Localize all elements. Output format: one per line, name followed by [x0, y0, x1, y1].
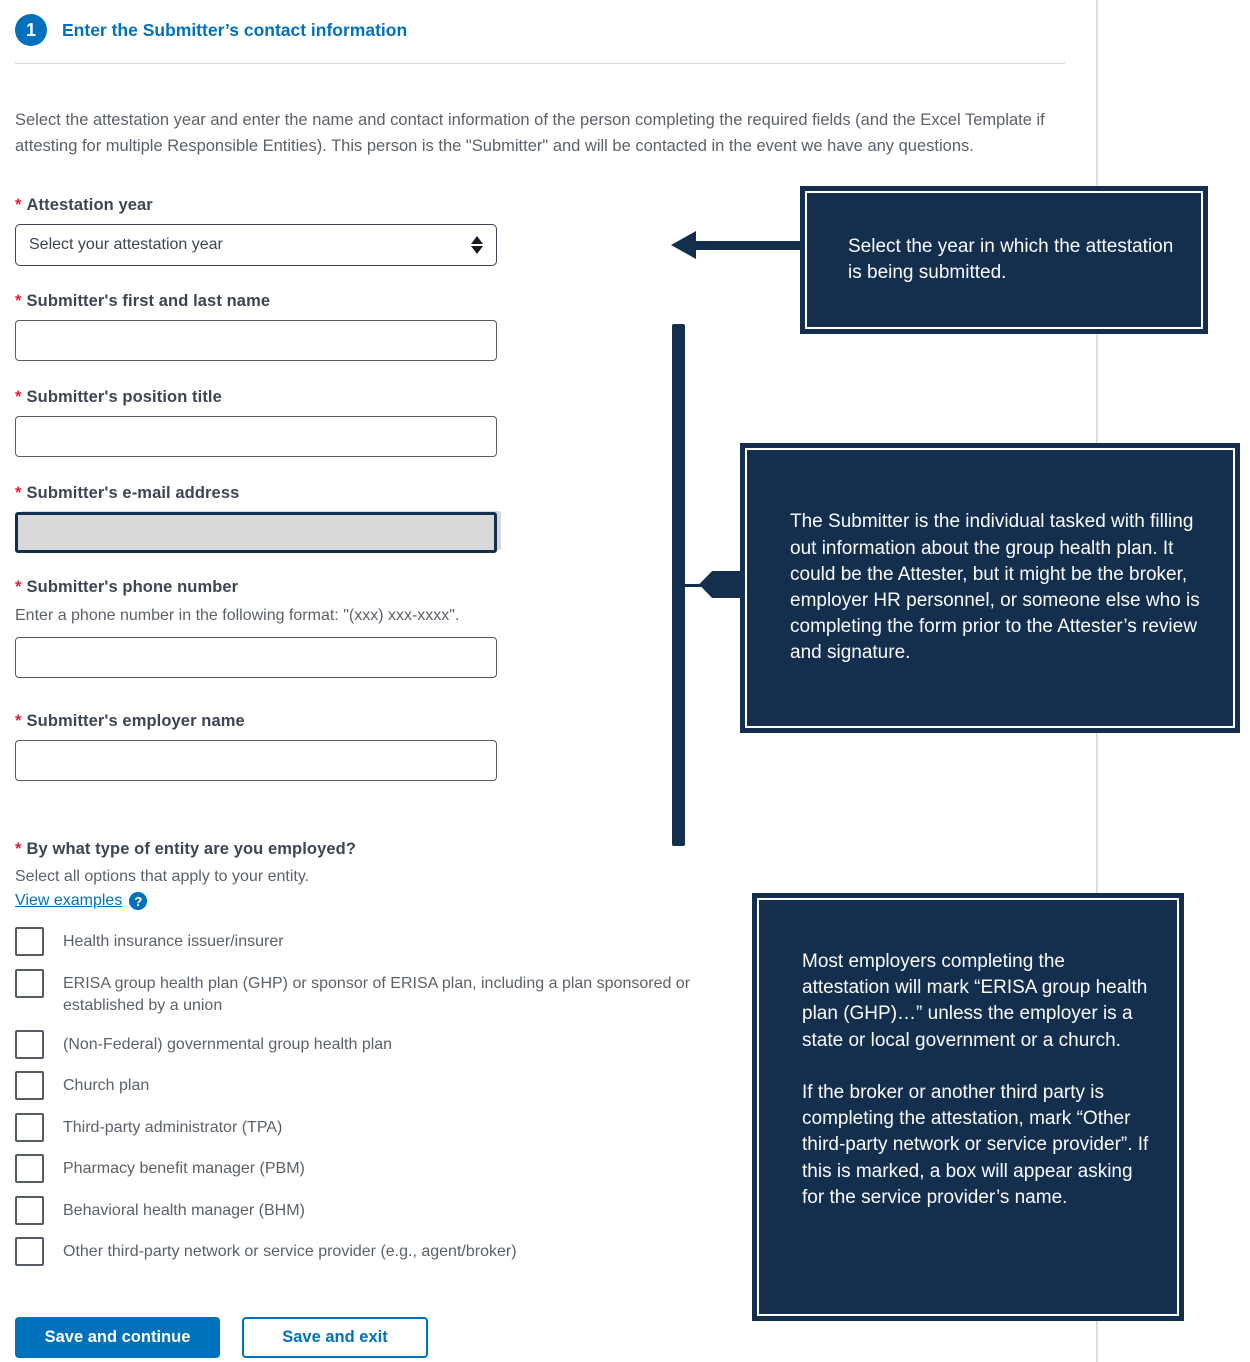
callout-submitter-definition [740, 443, 1240, 733]
callout-attestation-year [800, 186, 1208, 334]
required-asterisk: * [15, 578, 22, 596]
form-actions [15, 1317, 428, 1358]
checkbox-label[interactable]: Health insurance issuer/insurer [63, 933, 284, 950]
entity-question-instruction: Select all options that apply to your entity. [15, 868, 310, 885]
checkbox[interactable] [15, 1071, 44, 1100]
checkbox-label[interactable]: Pharmacy benefit manager (PBM) [63, 1160, 305, 1178]
attestation-year-selected-value: Select your attestation year [29, 236, 223, 253]
checkbox-row-non-federal-governmental[interactable] [15, 1030, 735, 1059]
attestation-year-label: * Attestation year [15, 196, 153, 214]
attestation-year-select[interactable] [15, 224, 497, 266]
name-label: * Submitter's first and last name [15, 292, 271, 310]
callout-paragraph: If the broker or another third party is completing the attestation, mark “Other third-party network or service provider”. If this is marked, a box will appear asking for the service provider’s name. [802, 1081, 1149, 1208]
required-asterisk: * [15, 840, 22, 858]
phone-input[interactable] [15, 637, 497, 678]
employer-input[interactable] [15, 740, 497, 781]
checkbox[interactable] [15, 1196, 44, 1225]
section-divider [15, 63, 1065, 64]
step-number-badge: 1 [15, 14, 47, 46]
required-asterisk: * [15, 388, 22, 406]
checkbox-row-pbm[interactable] [15, 1154, 735, 1183]
position-title-field-group [15, 388, 497, 457]
phone-format-hint: Enter a phone number in the following format: "(xxx) xxx-xxxx". [15, 607, 460, 624]
checkbox[interactable] [15, 969, 44, 998]
save-and-continue-button[interactable]: Save and continue [15, 1317, 220, 1358]
email-label: * Submitter's e-mail address [15, 484, 240, 502]
checkbox-label[interactable]: Behavioral health manager (BHM) [63, 1201, 305, 1219]
position-title-label: * Submitter's position title [15, 388, 222, 406]
position-title-input[interactable] [15, 416, 497, 457]
checkbox-label[interactable]: (Non-Federal) governmental group health plan [63, 1035, 393, 1053]
checkbox-label[interactable]: Third-party administrator (TPA) [63, 1118, 283, 1136]
required-asterisk: * [15, 712, 22, 730]
checkbox-row-tpa[interactable] [15, 1113, 735, 1142]
select-updown-arrows-icon [471, 236, 483, 254]
phone-field-group [15, 578, 497, 678]
phone-label: * Submitter's phone number [15, 578, 239, 596]
checkbox-label[interactable]: Church plan [63, 1077, 150, 1095]
step-header [15, 14, 407, 46]
entity-question-group [15, 840, 715, 910]
employer-label: * Submitter's employer name [15, 712, 245, 730]
page-title: Enter the Submitter’s contact information [62, 19, 408, 40]
name-input[interactable] [15, 320, 497, 361]
entity-options-list [15, 927, 735, 1279]
view-examples-link[interactable]: View examples [15, 892, 123, 909]
checkbox[interactable] [15, 1154, 44, 1183]
checkbox-row-bhm[interactable] [15, 1196, 735, 1225]
entity-question-label: * By what type of entity are you employed? [15, 840, 357, 858]
help-icon[interactable]: ? [129, 892, 147, 910]
required-asterisk: * [15, 292, 22, 310]
employer-field-group [15, 712, 497, 781]
checkbox[interactable] [15, 1030, 44, 1059]
required-asterisk: * [15, 484, 22, 502]
checkbox[interactable] [15, 927, 44, 956]
checkbox-row-church-plan[interactable] [15, 1071, 735, 1100]
checkbox-row-health-insurance-issuer[interactable] [15, 927, 735, 956]
checkbox-label[interactable]: Other third-party network or service provider (e.g., agent/broker) [63, 1243, 517, 1261]
required-asterisk: * [15, 196, 22, 214]
checkbox-row-other-third-party[interactable] [15, 1237, 735, 1266]
email-field-group [15, 484, 497, 553]
callout-pointer-line [683, 584, 701, 587]
callout-arrow-left-icon [671, 231, 696, 259]
callout-pointer-left-icon [699, 571, 740, 598]
checkbox[interactable] [15, 1237, 44, 1266]
checkbox-row-erisa-ghp[interactable] [15, 969, 735, 1018]
checkbox[interactable] [15, 1113, 44, 1142]
callout-paragraph: Most employers completing the attestation will mark “ERISA group health plan (GHP)…” unless the employer is a state or local government or a church. [802, 951, 1148, 1051]
save-and-exit-button[interactable]: Save and exit [242, 1317, 428, 1358]
attestation-year-field-group [15, 196, 497, 266]
name-field-group [15, 292, 497, 361]
callout-text: Select the year in which the attestation is being submitted. [848, 235, 1174, 283]
checkbox-label[interactable]: ERISA group health plan (GHP) or sponsor of ERISA plan, including a plan sponsored or established by a union [63, 974, 691, 1014]
callout-entity-guidance [752, 893, 1184, 1321]
intro-text: Select the attestation year and enter the name and contact information of the person completing the required fields (and the Excel Template if attesting for multiple Responsible Entities). This person is the "Submitter" and will be contacted in the event we have any questions. [15, 110, 1045, 155]
callout-arrow-shaft [694, 241, 801, 250]
email-input[interactable] [15, 512, 497, 553]
callout-text: The Submitter is the individual tasked with filling out information about the group health plan. It could be the Attester, but it might be the broker, employer HR personnel, or someone else who is completing the form prior to the Attester’s review and signature. [790, 511, 1200, 664]
